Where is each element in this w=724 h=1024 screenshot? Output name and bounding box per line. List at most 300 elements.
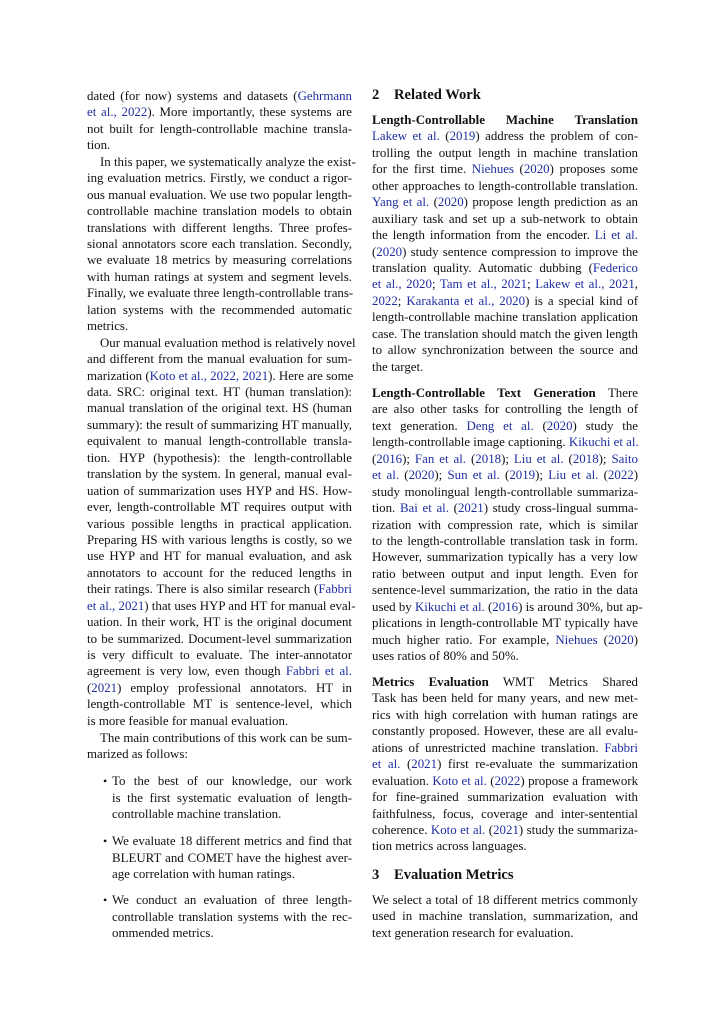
text-span: dated (for now) systems and datasets ( (87, 89, 298, 103)
text-line (372, 925, 638, 941)
citation-link[interactable]: 2020 (408, 468, 435, 483)
text-line (372, 838, 638, 854)
text-span: other approaches to length-controllable translation. (372, 178, 638, 193)
paragraph (87, 154, 356, 335)
text-span: ous manual evaluation. We use two popular length- (87, 187, 352, 202)
text-span: tion. (87, 138, 111, 153)
text-line (112, 806, 352, 823)
text-line (372, 484, 638, 500)
citation-link[interactable]: 2022 (607, 468, 634, 483)
text-span: ) study the summariza- (518, 822, 639, 837)
text-line (87, 631, 352, 647)
text-line (372, 434, 638, 450)
text-span: Our manual evaluation method is relatively novel (100, 335, 356, 350)
citation-link[interactable]: Koto et al. (432, 773, 487, 788)
citation-link[interactable]: Liu et al. (513, 451, 564, 466)
text-line (87, 466, 352, 482)
text-line (87, 384, 352, 400)
text-line (372, 892, 638, 908)
citation-link[interactable]: Tam et al., 2021 (439, 277, 528, 292)
text-span: translation by the system. In general, manual eval- (87, 467, 352, 482)
text-span: ) is a special kind of (525, 293, 638, 308)
text-line (87, 713, 352, 729)
text-line (372, 359, 638, 375)
citation-link[interactable]: 2021 (91, 680, 118, 695)
text-span: ); (402, 451, 415, 466)
text-line (87, 236, 352, 252)
paragraph (372, 674, 638, 855)
text-line (87, 351, 352, 367)
text-span: To the best of our knowledge, our work (112, 774, 352, 788)
text-span: ( (485, 822, 494, 837)
text-line (372, 112, 638, 128)
citation-link[interactable]: Deng et al. (466, 418, 534, 433)
left-column (87, 0, 356, 1024)
text-line (87, 335, 356, 351)
text-line (372, 418, 638, 434)
text-span: data. SRC: original text. HT (human translation): (87, 385, 352, 399)
text-line (87, 154, 356, 170)
text-span: case. The translation should match the given length (372, 326, 638, 341)
citation-link[interactable]: Fan et al. (414, 451, 467, 466)
text-span: Finally, we evaluate three length-controllable trans- (87, 286, 354, 301)
citation-link[interactable]: 2021 (457, 501, 484, 516)
text-span: ) propose a framework (520, 773, 639, 788)
text-span: used by (372, 599, 415, 614)
text-line (87, 400, 352, 416)
text-line (372, 599, 643, 615)
text-span: auxiliary task and set up a sub-network to obtain (372, 211, 638, 226)
citation-link[interactable]: 2018 (475, 451, 502, 466)
text-span: lation systems with the recommended automatic (87, 302, 352, 317)
text-span: text generation research for evaluation. (372, 925, 574, 940)
text-line (372, 789, 638, 805)
text-line (112, 790, 352, 807)
text-line (112, 909, 352, 926)
text-span: trolling the output length in machine translation (372, 145, 638, 160)
text-line (372, 227, 638, 243)
text-span: tion. (372, 501, 400, 516)
text-span: various possible lengths in practical application. (87, 516, 352, 531)
text-line (87, 696, 352, 712)
citation-link[interactable]: 2016 (492, 599, 519, 614)
text-line (112, 773, 352, 790)
citation-link[interactable]: Niehues (555, 632, 598, 647)
citation-link[interactable]: Saito (611, 451, 638, 466)
text-line (87, 187, 352, 203)
citation-link[interactable]: 2019 (509, 468, 536, 483)
text-line (372, 756, 638, 772)
text-line (372, 178, 638, 194)
text-line (372, 549, 638, 565)
text-span: are also other tasks for controlling the length of (372, 402, 638, 417)
text-line (87, 417, 352, 433)
text-span: WMT Metrics Shared (488, 675, 638, 689)
text-span: ); (501, 451, 514, 466)
citation-link[interactable]: et al., 2021 (87, 598, 145, 613)
text-line (372, 648, 638, 664)
text-span: ; (397, 293, 407, 308)
text-line (87, 285, 352, 301)
citation-link[interactable]: et al. (372, 468, 400, 483)
text-line (372, 309, 638, 325)
text-line (372, 326, 638, 342)
bullet-item (103, 892, 352, 942)
text-span: ( (448, 501, 458, 516)
text-span: coherence. (372, 822, 431, 837)
text-span: metrics. (87, 319, 129, 334)
text-line (372, 385, 638, 401)
text-line (87, 746, 352, 762)
citation-link[interactable]: Gehrmann (297, 89, 352, 103)
text-span: ) that uses HYP and HT for manual eval- (144, 598, 356, 613)
text-span: marization ( (87, 368, 150, 383)
text-span: ( (439, 129, 450, 144)
text-span: ). Here are some (268, 368, 354, 383)
text-line (372, 500, 638, 516)
text-line (372, 244, 638, 260)
citation-link[interactable]: Niehues (471, 162, 515, 177)
text-span: we evaluate 18 metrics by measuring correlations (87, 253, 352, 268)
text-span: We conduct an evaluation of three length- (112, 893, 352, 907)
text-line (372, 276, 638, 292)
text-line (87, 565, 352, 581)
text-span: ). More importantly, these systems are (147, 105, 352, 120)
text-span: uation of summarization uses HYP and HS. How- (87, 483, 352, 498)
text-span: sional annotators score each translation. Secondly, (87, 236, 352, 251)
text-line (372, 632, 638, 648)
citation-link[interactable]: Kikuchi et al. (568, 435, 639, 450)
paragraph (372, 892, 638, 941)
text-line (372, 740, 638, 756)
citation-link[interactable]: Lakew et al. (372, 129, 440, 144)
text-line (372, 674, 638, 690)
text-line (112, 892, 352, 909)
text-line (87, 302, 352, 318)
text-span: manual translation of the original text. HS (human (87, 401, 352, 416)
text-span: plications in length-controllable MT typically have (372, 616, 638, 631)
citation-link[interactable]: Karakanta et al., 2020 (406, 293, 526, 308)
citation-link[interactable]: 2016 (376, 451, 403, 466)
text-line (87, 170, 352, 186)
text-line (87, 548, 352, 564)
text-line (87, 433, 352, 449)
text-span: study monolingual length-controllable summariza- (372, 484, 638, 499)
section-heading (372, 86, 638, 104)
text-span: ( (372, 451, 377, 466)
text-line (87, 88, 352, 104)
citation-link[interactable]: Koto et al. (430, 822, 486, 837)
bullet-item (103, 773, 352, 823)
text-span: the target. (372, 359, 424, 374)
text-line (372, 517, 638, 533)
citation-link[interactable]: Kikuchi et al. (414, 599, 485, 614)
bullet-item (103, 833, 352, 883)
section-heading (372, 866, 638, 884)
citation-link[interactable]: Lakew et al., 2021 (535, 277, 635, 292)
text-span: ing evaluation metrics. Firstly, we conduct a rigor- (87, 171, 352, 186)
text-span: faithfulness, focus, coverage and inter-sentential (372, 806, 638, 821)
text-line (112, 850, 352, 867)
text-span: ( (499, 468, 510, 483)
text-span: agreement is very low, even though (87, 664, 286, 679)
citation-link[interactable]: Sun et al. (447, 468, 500, 483)
paragraph (87, 88, 352, 154)
text-line (372, 342, 638, 358)
text-line (87, 483, 352, 499)
text-span: ever, length-controllable MT requires output with (87, 500, 352, 515)
text-line (372, 194, 638, 210)
text-line (87, 598, 356, 614)
text-span: controllable machine translation models to obtain (87, 204, 352, 219)
text-line (87, 663, 352, 679)
text-line (87, 137, 352, 153)
text-span: ) (633, 632, 639, 647)
text-span: ) address the problem of con- (475, 129, 638, 144)
text-span: ) (633, 468, 638, 483)
text-span: length-controllable image captioning. (372, 435, 569, 450)
text-span: ( (486, 773, 495, 788)
text-line (87, 532, 352, 548)
text-span: ) proposes some (549, 162, 638, 177)
text-line (372, 401, 638, 417)
text-span: length-controllable machine translation application (372, 310, 638, 325)
text-line (87, 104, 352, 120)
text-span: Preparing HS with various lengths is costly, so we (87, 532, 352, 547)
text-line (87, 318, 352, 334)
citation-link[interactable]: et al., 2020 (372, 277, 432, 292)
text-span: used in machine translation, summarization, and (372, 909, 638, 924)
text-span: rics with high correlation with human ratings are (372, 707, 638, 722)
text-span: ( (372, 244, 377, 259)
text-line (372, 293, 638, 309)
text-span: ) propose length prediction as an (463, 195, 639, 210)
text-line (87, 516, 352, 532)
bullet-icon: • (103, 834, 108, 848)
text-line (372, 773, 638, 789)
right-column (372, 0, 643, 1024)
text-span: constantly proposed. However, these are all evalu- (372, 724, 638, 739)
text-span: uses ratios of 80% and 50%. (372, 649, 519, 663)
text-span: for fine-grained summarization evaluation with (372, 790, 638, 805)
text-span: is the first systematic evaluation of length- (112, 790, 352, 805)
citation-link[interactable]: et al. (372, 757, 401, 772)
text-span: the length information from the encoder. (372, 228, 595, 243)
citation-link[interactable]: 2021 (493, 822, 519, 837)
text-line (372, 467, 638, 483)
text-span: In this paper, we systematically analyze the exist- (100, 154, 356, 169)
citation-link[interactable]: 2020 (607, 632, 634, 647)
text-span: ); (434, 468, 448, 483)
text-line (87, 614, 352, 630)
citation-link[interactable]: Fabbri (318, 582, 352, 597)
text-line (372, 822, 638, 838)
citation-link[interactable]: Fabbri et al. (285, 664, 352, 679)
text-span: ; (527, 277, 536, 292)
text-span: ) is around 30%, but ap- (518, 599, 643, 614)
text-line (372, 615, 638, 631)
text-span: uation. In their work, HT is the original document (87, 615, 352, 630)
text-span: Task has been held for many years, and new met- (372, 691, 638, 706)
text-span: sentence-level summarization, the ratio in the data (372, 583, 638, 598)
text-line (87, 450, 352, 466)
text-line (87, 680, 352, 696)
text-line (372, 806, 638, 822)
text-span: There (595, 386, 638, 400)
section-number: 2 (372, 87, 380, 103)
text-span: ) first re-evaluate the summarization (437, 757, 638, 772)
citation-link[interactable]: Bai et al. (399, 501, 449, 516)
run-in-heading: Metrics Evaluation (372, 675, 489, 689)
text-span: is more feasible for manual evaluation. (87, 713, 289, 728)
text-span: ( (484, 599, 493, 614)
text-span: for the first time. (372, 162, 472, 177)
text-span: to be summarized. Document-level summarization (87, 631, 352, 646)
section-title: Related Work (394, 87, 481, 103)
text-line (112, 833, 352, 850)
text-span: controllable translation systems with the rec- (112, 909, 352, 924)
text-span: , (634, 277, 638, 292)
text-span: ); (535, 468, 549, 483)
text-span: ( (400, 757, 412, 772)
text-span: ( (466, 451, 476, 466)
text-span: translations with different lengths. Three profes- (87, 220, 352, 235)
citation-link[interactable]: 2019 (449, 129, 476, 144)
text-line (372, 211, 638, 227)
text-span: annotators to account for the reduced lengths in (87, 565, 352, 580)
text-line (372, 161, 638, 177)
text-span: and different from the manual evaluation for sum- (87, 352, 352, 367)
text-span: to the length-controllable translation task in form. (372, 533, 638, 548)
text-span: ( (533, 418, 547, 433)
text-line (372, 260, 638, 276)
citation-link[interactable]: Federico (592, 260, 638, 275)
text-line (87, 121, 352, 137)
text-line (372, 128, 638, 144)
text-span: marized as follows: (87, 746, 188, 761)
citation-link[interactable]: Koto et al., 2022, 2021 (149, 368, 269, 383)
text-line (372, 908, 638, 924)
text-span: We select a total of 18 different metrics commonly (372, 893, 638, 907)
text-span: with human ratings at system and segment levels. (87, 269, 352, 284)
text-span: ) employ professional annotators. HT in (117, 680, 352, 695)
text-span: summary): the result of summarizing HT manually, (87, 417, 352, 432)
citation-link[interactable]: Li et al. (594, 228, 638, 243)
citation-link[interactable]: 2022 (372, 293, 398, 308)
text-span: ( (514, 162, 524, 177)
citation-link[interactable]: 2020 (523, 162, 550, 177)
text-span: ommended metrics. (112, 926, 214, 941)
text-span: ; (431, 277, 440, 292)
text-line (87, 730, 352, 746)
text-span: ); (598, 451, 612, 466)
citation-link[interactable]: Yang et al. (372, 195, 430, 210)
text-span: ( (399, 468, 409, 483)
paragraph (372, 112, 638, 375)
text-line (87, 581, 352, 597)
text-line (372, 533, 638, 549)
text-span: much higher ratio. For example, (372, 632, 556, 647)
citation-link[interactable]: 2021 (411, 757, 438, 772)
citation-link[interactable]: 2020 (546, 418, 573, 433)
text-span: ) study sentence compression to improve the (402, 244, 638, 259)
bullet-icon: • (103, 774, 108, 788)
section-title: Evaluation Metrics (394, 867, 514, 883)
text-span: equivalent to manual length-controllable transla- (87, 434, 352, 449)
section-number: 3 (372, 867, 380, 883)
text-span: controllable machine translation. (112, 807, 282, 822)
text-line (87, 269, 352, 285)
text-span: ) study the (572, 418, 639, 433)
text-line (372, 566, 638, 582)
text-line (372, 723, 638, 739)
paragraph (87, 730, 352, 763)
text-line (372, 582, 638, 598)
text-span: ) study cross-lingual summa- (483, 501, 639, 516)
text-span: to allow synchronization between the source and (372, 343, 638, 358)
text-span: use HYP and HT for manual evaluation, and ask (87, 549, 352, 564)
text-span: length-controllable MT is sentence-level, which (87, 697, 352, 712)
text-span: translation quality. Automatic dubbing ( (372, 260, 593, 275)
text-line (87, 368, 352, 384)
paragraph (87, 335, 356, 730)
text-line (372, 145, 638, 161)
text-line (372, 451, 638, 467)
text-span: tion metrics across languages. (372, 839, 527, 854)
text-span: We evaluate 18 different metrics and find that (112, 834, 352, 848)
text-span: ( (563, 451, 573, 466)
text-span: rization with compression rate, which is similar (372, 517, 638, 532)
text-line (87, 647, 352, 663)
run-in-heading: Length-Controllable Machine Translation (372, 113, 638, 127)
text-line (372, 707, 638, 723)
text-line (87, 252, 352, 268)
citation-link[interactable]: Fabbri (604, 740, 638, 755)
text-span: their ratings. There is also similar research ( (87, 582, 319, 597)
text-span: tion. HYP (hypothesis): the length-controllable (87, 450, 352, 465)
paragraph (372, 385, 643, 664)
run-in-heading: Length-Controllable Text Generation (372, 386, 596, 400)
text-span: is very difficult to evaluate. The inter-annotator (87, 648, 352, 662)
citation-link[interactable]: 2020 (437, 195, 464, 210)
text-line (87, 203, 352, 219)
text-span: ( (598, 468, 608, 483)
text-span: evaluation. (372, 773, 433, 788)
text-span: However, summarization typically has a very low (372, 550, 638, 565)
text-span: not built for length-controllable machine transla- (87, 121, 352, 136)
text-line (372, 690, 638, 706)
text-span: ( (429, 195, 438, 210)
text-span: BLEURT and COMET have the highest aver- (112, 850, 352, 865)
text-span: ( (87, 680, 92, 695)
text-line (87, 220, 352, 236)
text-span: ratio between output and input length. Even for (372, 566, 638, 581)
citation-link[interactable]: 2020 (376, 244, 403, 259)
text-span: The main contributions of this work can be sum- (100, 730, 352, 745)
citation-link[interactable]: et al., 2022 (87, 105, 148, 120)
text-span: age correlation with human ratings. (112, 867, 295, 882)
citation-link[interactable]: 2018 (572, 451, 599, 466)
text-line (112, 866, 352, 883)
citation-link[interactable]: Liu et al. (548, 468, 599, 483)
bullet-icon: • (103, 893, 108, 907)
text-span: ( (597, 632, 608, 647)
citation-link[interactable]: 2022 (494, 773, 521, 788)
text-line (112, 925, 352, 942)
text-span: ations of unrestricted machine translation. (372, 740, 605, 755)
text-span: text generation. (372, 418, 467, 433)
text-line (87, 499, 352, 515)
